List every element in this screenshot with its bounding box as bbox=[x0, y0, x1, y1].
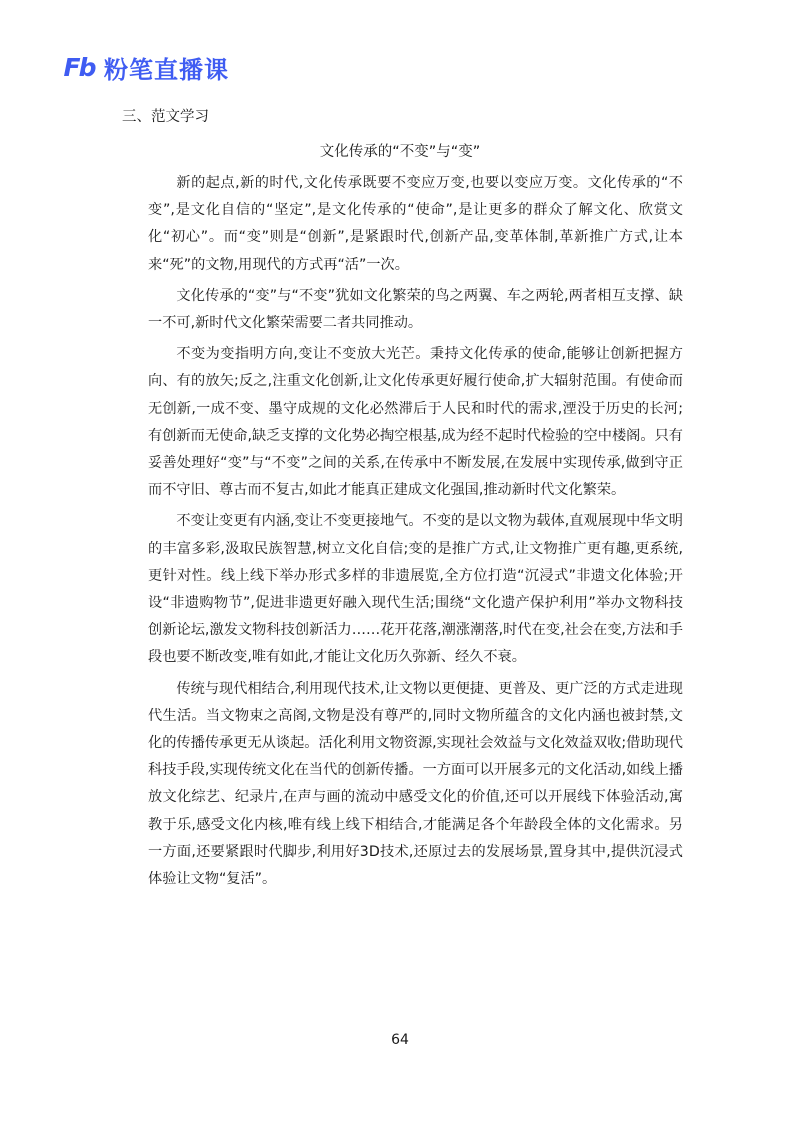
brand-mark-icon: Fb bbox=[63, 52, 95, 82]
brand-logo bbox=[58, 50, 229, 84]
article-title: 文化传承的“不变”与“变” bbox=[319, 144, 481, 160]
paragraph: 不变为变指明方向,变让不变放大光芒。秉持文化传承的使命,能够让创新把握方向、有的放矢;反之,注重文化创新,让文化传承更好履行使命,扩大辐射范围。有使命而无创新,一成不变、墨守成规的文化必然滞后于人民和时代的需求,湮没于历史的长河;有创新而无使命,缺乏支撑的文化势必掏空根基,成为经不起时代检验的空中楼阁。只有妥善处理好“变”与“不变”之间的关系,在传承中不断发展,在发展中实现传承,做到守正而不守旧、尊古而不复古,如此才能真正建成文化强国,推动新时代文化繁荣。 bbox=[148, 346, 683, 499]
paragraph: 文化传承的“变”与“不变”犹如文化繁荣的鸟之两翼、车之两轮,两者相互支撑、缺一不可,新时代文化繁荣需要二者共同推动。 bbox=[148, 287, 683, 332]
brand-name: 粉笔直播课 bbox=[104, 55, 229, 84]
article-body bbox=[148, 170, 683, 897]
page-number: 64 bbox=[391, 1032, 409, 1048]
paragraph: 传统与现代相结合,利用现代技术,让文物以更便捷、更普及、更广泛的方式走进现代生活。当文物束之高阁,文物是没有尊严的,同时文物所蕴含的文化内涵也被封禁,文化的传播传承更无从谈起。活化利用文物资源,实现社会效益与文化效益双收;借助现代科技手段,实现传统文化在当代的创新传播。一方面可以开展多元的文化活动,如线上播放文化综艺、纪录片,在声与画的流动中感受文化的价值,还可以开展线下体验活动,寓教于乐,感受文化内核,唯有线上线下相结合,才能满足各个年龄段全体的文化需求。另一方面,还要紧跟时代脚步,利用好3D技术,还原过去的发展场景,置身其中,提供沉浸式体验让文物“复活”。 bbox=[148, 680, 683, 888]
section-heading: 三、范文学习 bbox=[122, 109, 209, 125]
paragraph: 新的起点,新的时代,文化传承既要不变应万变,也要以变应万变。文化传承的“不变”,是文化自信的“坚定”,是文化传承的“使命”,是让更多的群众了解文化、欣赏文化“初心”。而“变”则是“创新”,是紧跟时代,创新产品,变革体制,革新推广方式,让本来“死”的文物,用现代的方式再“活”一次。 bbox=[148, 175, 683, 273]
paragraph: 不变让变更有内涵,变让不变更接地气。不变的是以文物为载体,直观展现中华文明的丰富多彩,汲取民族智慧,树立文化自信;变的是推广方式,让文物推广更有趣,更系统,更针对性。线上线下举办形式多样的非遗展览,全方位打造“沉浸式”非遗文化体验;开设“非遗购物节”,促进非遗更好融入现代生活;围绕“文化遗产保护利用”举办文物科技创新论坛,激发文物科技创新活力……花开花落,潮涨潮落,时代在变,社会在变,方法和手段也要不断改变,唯有如此,才能让文化历久弥新、经久不衰。 bbox=[148, 513, 683, 666]
